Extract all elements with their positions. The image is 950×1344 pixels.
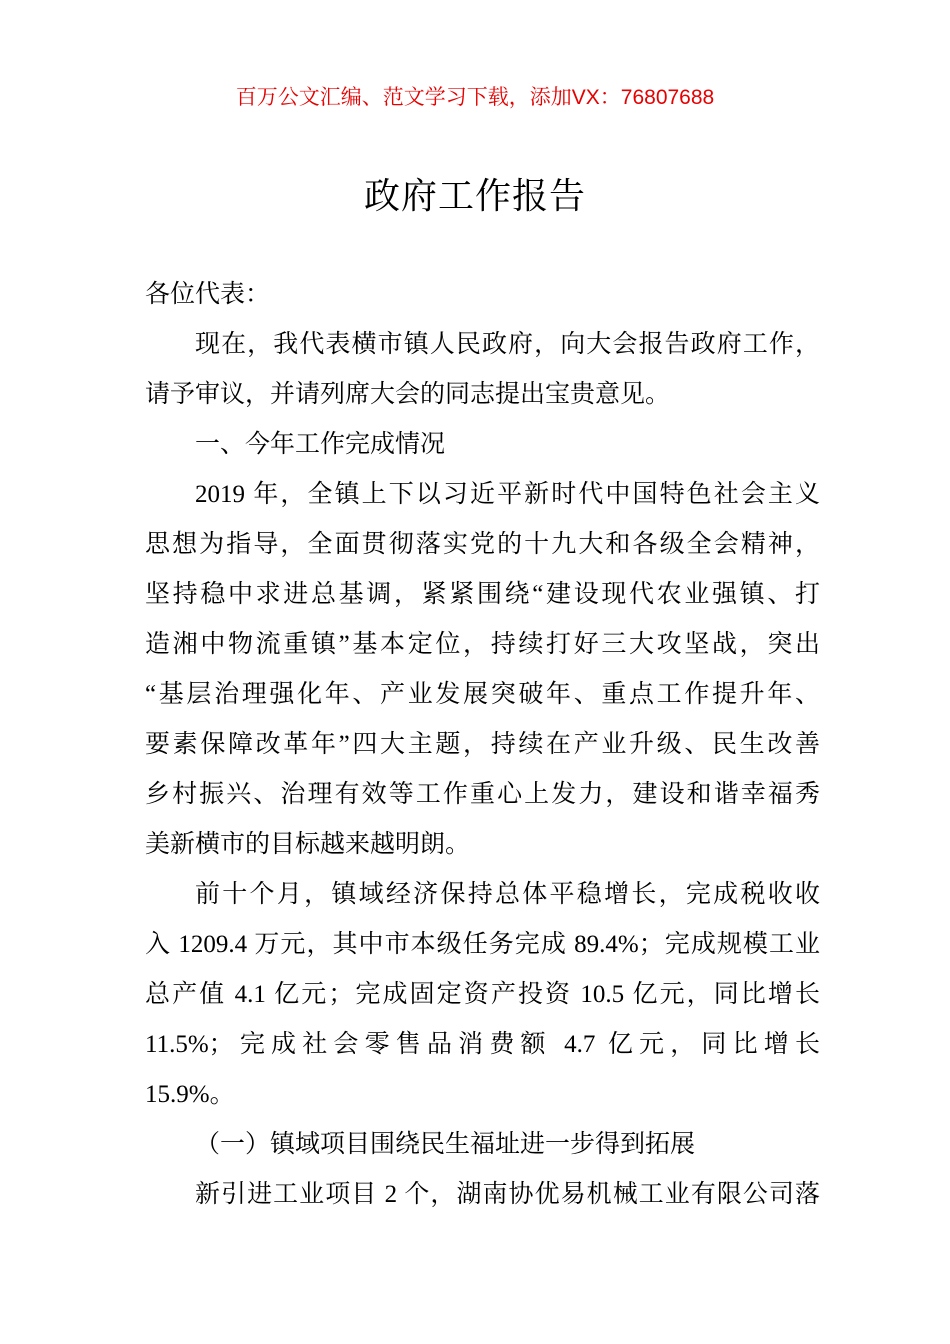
text-line: 入 1209.4 万元，其中市本级任务完成 89.4%；完成规模工业 xyxy=(145,931,820,958)
document-body xyxy=(145,270,820,1220)
text-line: 前十个月，镇域经济保持总体平稳增长，完成税收收 xyxy=(195,881,820,908)
text-line: 15.9%。 xyxy=(145,1081,235,1108)
text-line: 一、今年工作完成情况 xyxy=(195,431,446,458)
text-line: 各位代表： xyxy=(145,281,271,308)
text-line: 新引进工业项目 2 个，湖南协优易机械工业有限公司落 xyxy=(195,1181,820,1208)
promo-banner: 百万公文汇编、范文学习下载，添加VX：76807688 xyxy=(235,86,715,109)
text-line: 2019 年，全镇上下以习近平新时代中国特色社会主义 xyxy=(195,481,820,508)
text-line: 乡村振兴、治理有效等工作重心上发力，建设和谐幸福秀 xyxy=(145,781,820,808)
text-line: 思想为指导，全面贯彻落实党的十九大和各级全会精神， xyxy=(145,531,820,558)
text-line: 现在，我代表横市镇人民政府，向大会报告政府工作， xyxy=(195,331,820,358)
text-line: 要素保障改革年”四大主题，持续在产业升级、民生改善 xyxy=(145,731,820,758)
text-line: 11.5%；完成社会零售品消费额 4.7 亿元，同比增长 xyxy=(145,1031,820,1058)
text-line: 造湘中物流重镇”基本定位，持续打好三大攻坚战，突出 xyxy=(145,631,820,658)
text-line: “基层治理强化年、产业发展突破年、重点工作提升年、 xyxy=(145,681,820,708)
text-line: （一）镇域项目围绕民生福址进一步得到拓展 xyxy=(195,1131,696,1158)
text-line: 美新横市的目标越来越明朗。 xyxy=(145,831,471,858)
document-title: 政府工作报告 xyxy=(363,175,586,216)
text-line: 请予审议，并请列席大会的同志提出宝贵意见。 xyxy=(145,381,671,408)
text-line: 总产值 4.1 亿元；完成固定资产投资 10.5 亿元，同比增长 xyxy=(145,981,820,1008)
text-line: 坚持稳中求进总基调，紧紧围绕“建设现代农业强镇、打 xyxy=(145,581,820,608)
